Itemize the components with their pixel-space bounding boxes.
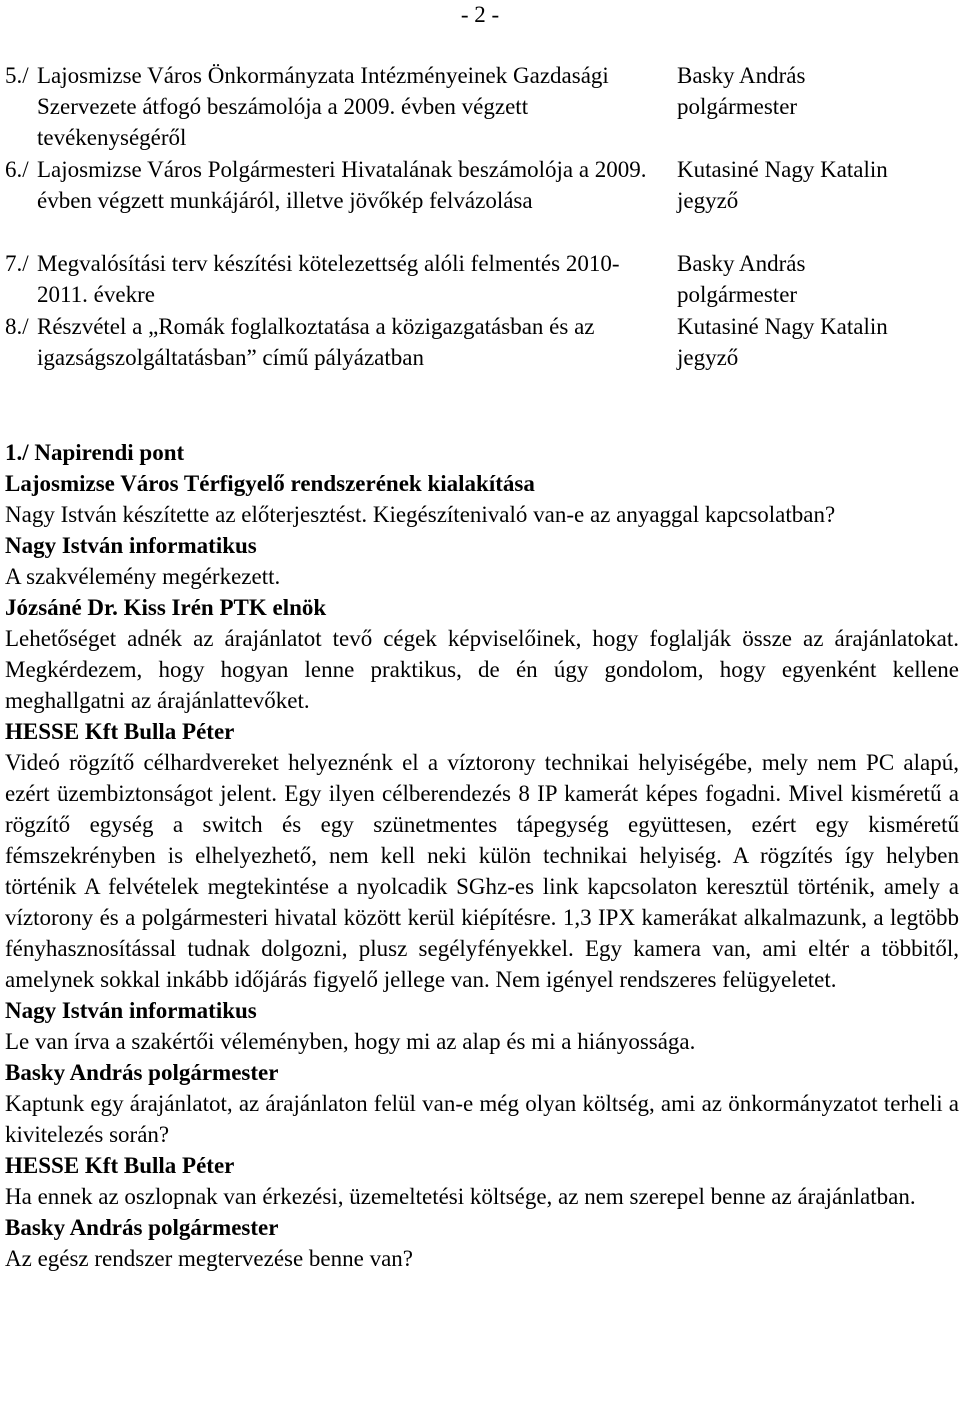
presenter-role: jegyző <box>677 345 739 370</box>
agenda-item-presenter <box>677 60 957 122</box>
speaker-name: Basky András polgármester <box>5 1215 279 1240</box>
agenda-item-presenter <box>677 248 957 310</box>
agenda-item-number: 5./ <box>5 63 29 88</box>
presenter-role: polgármester <box>677 282 798 307</box>
presenter-name: Basky András <box>677 63 806 88</box>
presenter-name: Kutasiné Nagy Katalin <box>677 314 888 339</box>
minutes-paragraph: Ha ennek az oszlopnak van érkezési, üzemeltetési költsége, az nem szerepel benne az árajánlatban. <box>5 1184 916 1209</box>
agenda-item-number: 7./ <box>5 251 29 276</box>
agenda-item-text: Lajosmizse Város Önkormányzata Intézményeinek Gazdasági Szervezete átfogó beszámolója a 2009. évben végzett tevékenységéről <box>37 63 609 150</box>
speaker-name: HESSE Kft Bulla Péter <box>5 1153 235 1178</box>
section-subject: Lajosmizse Város Térfigyelő rendszerének kialakítása <box>5 471 535 496</box>
agenda-item-5 <box>0 60 960 154</box>
agenda-item-text: Megvalósítási terv készítési kötelezettség alóli felmentés 2010-2011. évekre <box>37 251 620 307</box>
speaker-name: Nagy István informatikus <box>5 533 257 558</box>
presenter-role: jegyző <box>677 188 739 213</box>
agenda-item-presenter <box>677 311 957 373</box>
minutes-paragraph: Kaptunk egy árajánlatot, az árajánlaton felül van-e még olyan költség, ami az önkormányzatot terheli a kivitelezés során? <box>5 1091 959 1147</box>
agenda-item-7 <box>0 248 960 311</box>
section-number-title: 1./ Napirendi pont <box>5 440 185 465</box>
minutes-paragraph: Videó rögzítő célhardvereket helyeznénk el a víztorony technikai helyiségébe, mely nem PC alapú, ezért üzembiztonságot jelent. Egy ilyen célberendezés 8 IP kamerát képes fogadni. Mivel kisméretű a rögzítő egység a switch és egy szünetmentes tápegység együttesen, ezért egy kisméretű fémszekrényben is elhelyezhető, nem kell neki külön technikai helyiség. A rögzítés így helyben történik A felvételek megtekintése a nyolcadik SGhz-es link kapcsolaton keresztül történik, amely a víztorony és a polgármesteri hivatal között kerül kiépítésre. 1,3 IPX kamerákat alkalmazunk, a legtöbb fényhasznosítással tudnak dolgozni, plusz segélyfényekkel. Egy kamera van, ami eltér a többitől, amelynek sokkal inkább időjárás figyelő jellege van. Nem igényel rendszeres felügyeletet. <box>5 750 959 992</box>
agenda-list <box>0 60 960 374</box>
speaker-name: Nagy István informatikus <box>5 998 257 1023</box>
agenda-item-text: Részvétel a „Romák foglalkoztatása a közigazgatásban és az igazságszolgáltatásban” című pályázatban <box>37 314 595 370</box>
minutes-body <box>5 437 959 1274</box>
agenda-item-6 <box>0 154 960 248</box>
agenda-item-number: 6./ <box>5 157 29 182</box>
minutes-paragraph: Le van írva a szakértői véleményben, hogy mi az alap és mi a hiányossága. <box>5 1029 696 1054</box>
presenter-name: Kutasiné Nagy Katalin <box>677 157 888 182</box>
speaker-name: HESSE Kft Bulla Péter <box>5 719 235 744</box>
agenda-item-number: 8./ <box>5 314 29 339</box>
agenda-item-8 <box>0 311 960 374</box>
agenda-item-presenter <box>677 154 957 216</box>
page-number: - 2 - <box>460 2 500 27</box>
presenter-name: Basky András <box>677 251 806 276</box>
minutes-paragraph: Nagy István készítette az előterjesztést. Kiegészítenivaló van-e az anyaggal kapcsolatban? <box>5 502 836 527</box>
speaker-name: Basky András polgármester <box>5 1060 279 1085</box>
minutes-paragraph: Az egész rendszer megtervezése benne van? <box>5 1246 414 1271</box>
speaker-name: Józsáné Dr. Kiss Irén PTK elnök <box>5 595 327 620</box>
minutes-paragraph: A szakvélemény megérkezett. <box>5 564 281 589</box>
agenda-item-text: Lajosmizse Város Polgármesteri Hivatalának beszámolója a 2009. évben végzett munkájáról, illetve jövőkép felvázolása <box>37 157 647 213</box>
minutes-paragraph: Lehetőséget adnék az árajánlatot tevő cégek képviselőinek, hogy foglalják össze az árajánlatokat. Megkérdezem, hogy hogyan lenne praktikus, de én úgy gondolom, hogy egyenként kellene meghallgatni az árajánlattevőket. <box>5 626 959 713</box>
presenter-role: polgármester <box>677 94 798 119</box>
